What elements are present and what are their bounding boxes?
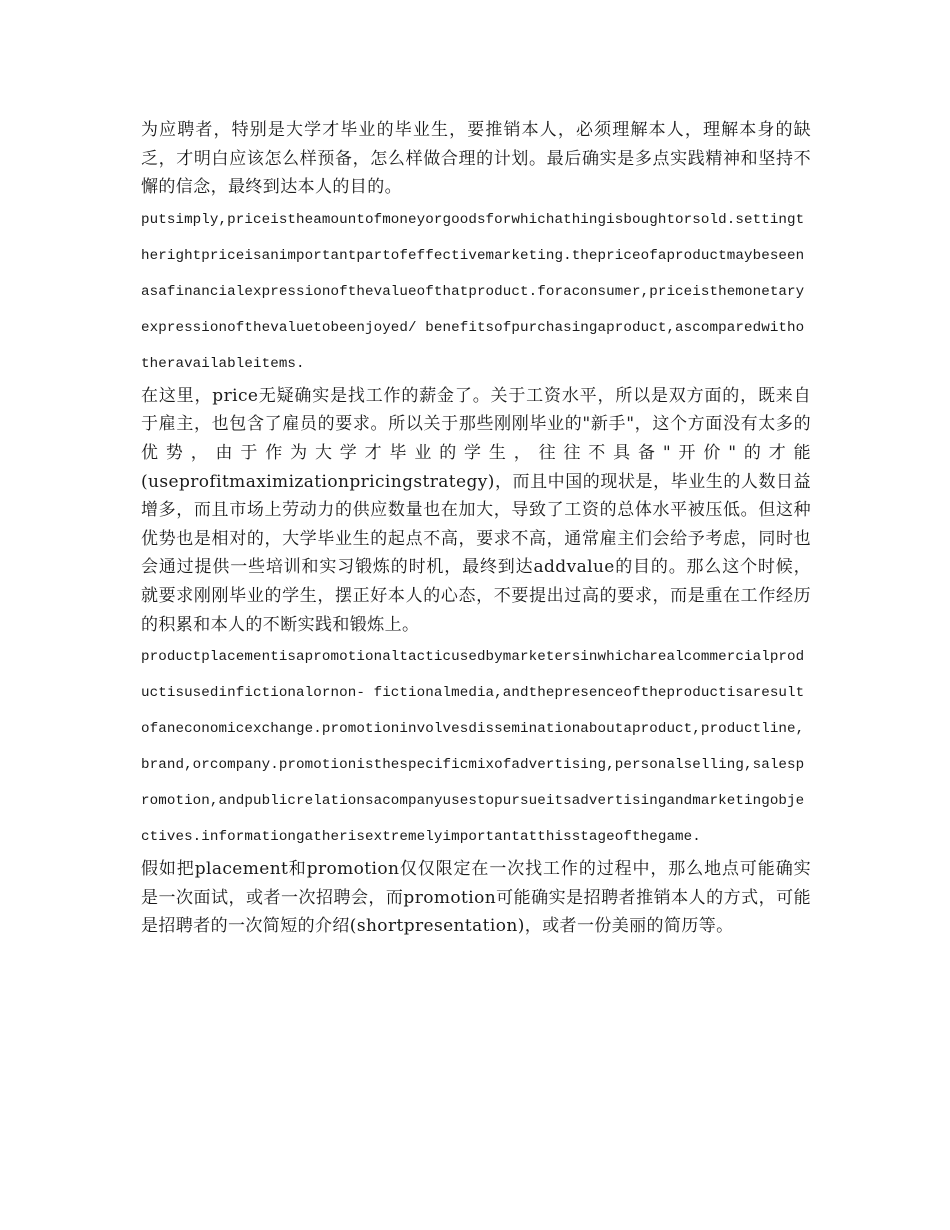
paragraph-job-seeker-intro: 为应聘者，特别是大学才毕业的毕业生，要推销本人，必须理解本人，理解本身的缺乏，才明白应该怎么样预备，怎么样做合理的计划。最后确实是多点实践精神和坚持不懈的信念，最终到达本人的目的。: [141, 120, 811, 198]
paragraph-product-placement-promotion: productplacementisapromotionaltacticusedbymarketersinwhicharealcommercialproductisusedinfictionalornon- fictionalmedia,andthepresenceoftheproductisaresultofaneconomicexchange.promotioninvolvesdisseminationaboutaproduct,productline,brand,orcompany.promotionisthespecificmixofadvertising,personalselling,salespromotion,andpublicrelationsacompanyusestopursueitsadvertisingandmarketingobjectives.informationgatherisextremelyimportantatthisstageofthegame.: [141, 649, 805, 846]
paragraph-placement-promotion-job: 假如把placement和promotion仅仅限定在一次找工作的过程中，那么地点可能确实是一次面试，或者一次招聘会，而promotion可能确实是招聘者推销本人的方式，可能是招聘者的一次简短的介绍(shortpresentation)，或者一份美丽的简历等。: [141, 859, 811, 937]
document-body: [141, 116, 811, 941]
paragraph-price-salary: 在这里，price无疑确实是找工作的薪金了。关于工资水平，所以是双方面的，既来自于雇主，也包含了雇员的要求。所以关于那些刚刚毕业的"新手"，这个方面没有太多的优势，由于作为大学才毕业的学生，往往不具备"开价"的才能(useprofitmaximizationpricingstrategy)，而且中国的现状是，毕业生的人数日益增多，而且市场上劳动力的供应数量也在加大，导致了工资的总体水平被压低。但这种优势也是相对的，大学毕业生的起点不高，要求不高，通常雇主们会给予考虑，同时也会通过提供一些培训和实习锻炼的时机，最终到达addvalue的目的。那么这个时候，就要求刚刚毕业的学生，摆正好本人的心态，不要提出过高的要求，而是重在工作经历的积累和本人的不断实践和锻炼上。: [141, 385, 811, 635]
paragraph-price-definition: putsimply,priceistheamountofmoneyorgoodsforwhichathingisboughtorsold.settingtherightpriceisanimportantpartofeffectivemarketing.thepriceofaproductmaybeseenasafinancialexpressionofthevalueofthatproduct.foraconsumer,priceisthemonetaryexpressionofthevaluetobeenjoyed/ benefitsofpurchasingaproduct,ascomparedwithotheravailableitems.: [141, 211, 805, 372]
